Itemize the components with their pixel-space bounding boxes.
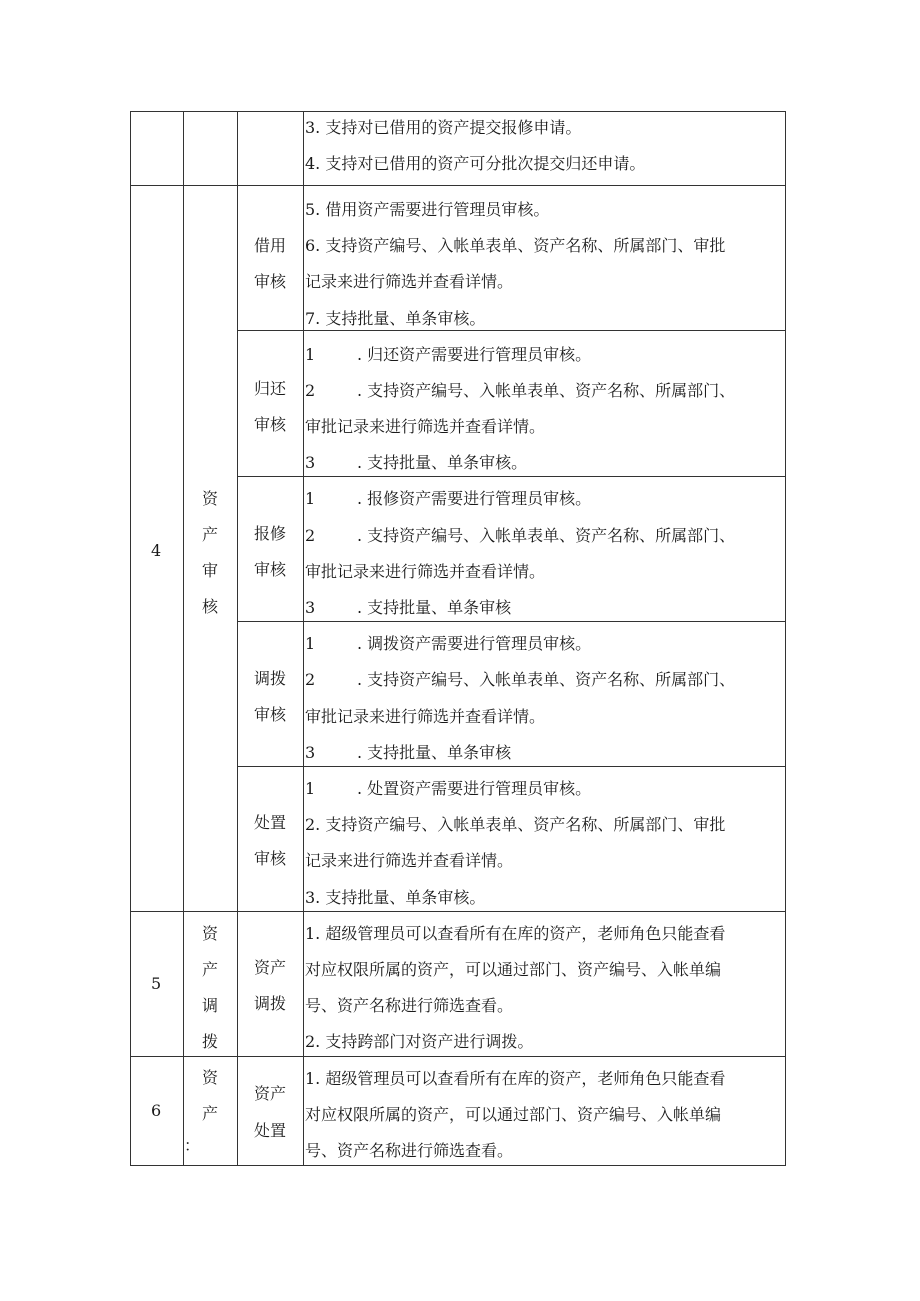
subcategory-label: 审核 [254,849,287,868]
row-number: 5 [151,974,162,993]
subcategory-label: 调拨 [254,669,287,688]
list-number: 2 [305,381,316,400]
requirement-line: 3. 支持批量、单条审核。 [305,888,486,907]
requirement-line: . 支持批量、单条审核。 [357,453,528,472]
list-number: 1 [305,779,316,798]
requirement-line: . 支持资产编号、入帐单表单、资产名称、所属部门、 [357,526,736,545]
list-number: 2 [305,526,316,545]
requirement-line: . 归还资产需要进行管理员审核。 [357,345,592,364]
subcategory-label: 审核 [254,272,287,291]
table-border-left [130,111,131,1166]
category-char: 调 [202,996,219,1015]
subcategory-label: 处置 [254,813,287,832]
requirement-line: 5. 借用资产需要进行管理员审核。 [305,200,550,219]
requirement-line: . 支持批量、单条审核 [357,743,512,762]
category-char: 拨 [202,1032,219,1051]
list-number: 2 [305,670,316,689]
subrow-divider [237,476,786,477]
requirement-line: . 调拨资产需要进行管理员审核。 [357,634,592,653]
requirement-line: 号、资产名称进行筛选查看。 [305,1141,514,1160]
subcategory-label: 审核 [254,705,287,724]
requirement-line: 4. 支持对已借用的资产可分批次提交归还申请。 [305,154,646,173]
table-border-right [785,111,786,1166]
requirement-line: . 支持资产编号、入帐单表单、资产名称、所属部门、 [357,670,736,689]
row-number: 4 [151,541,162,560]
category-char: ： [184,1136,201,1155]
category-char: 产 [202,1104,219,1123]
requirement-line: 对应权限所属的资产，可以通过部门、资产编号、入帐单编 [305,1105,722,1124]
subcategory-label: 资产 [254,1084,287,1103]
requirement-line: . 报修资产需要进行管理员审核。 [357,489,592,508]
requirement-line: 审批记录来进行筛选并查看详情。 [305,707,546,726]
table-border-top [130,111,786,112]
subcategory-label: 资产 [254,958,287,977]
row-divider [130,1056,786,1057]
list-number: 3 [305,453,316,472]
column-divider [303,111,304,1166]
row-divider [130,185,786,186]
row-number: 6 [151,1101,162,1120]
list-number: 3 [305,598,316,617]
requirement-line: . 支持资产编号、入帐单表单、资产名称、所属部门、 [357,381,736,400]
list-number: 1 [305,489,316,508]
list-number: 1 [305,634,316,653]
requirement-line: 审批记录来进行筛选并查看详情。 [305,562,546,581]
category-char: 产 [202,525,219,544]
requirement-line: 号、资产名称进行筛选查看。 [305,996,514,1015]
requirement-line: 6. 支持资产编号、入帐单表单、资产名称、所属部门、审批 [305,236,726,255]
requirement-line: . 处置资产需要进行管理员审核。 [357,779,592,798]
list-number: 1 [305,345,316,364]
requirement-line: 1. 超级管理员可以查看所有在库的资产，老师角色只能查看 [305,1069,726,1088]
category-char: 产 [202,960,219,979]
subcategory-label: 处置 [254,1121,287,1140]
category-char: 资 [202,924,219,943]
requirement-line: 记录来进行筛选并查看详情。 [305,851,514,870]
requirement-line: 记录来进行筛选并查看详情。 [305,272,514,291]
requirement-line: 2. 支持跨部门对资产进行调拨。 [305,1032,534,1051]
requirement-line: 2. 支持资产编号、入帐单表单、资产名称、所属部门、审批 [305,815,726,834]
subcategory-label: 归还 [254,379,287,398]
category-char: 审 [202,561,219,580]
subrow-divider [237,330,786,331]
row-divider [130,911,786,912]
list-number: 3 [305,743,316,762]
subcategory-label: 借用 [254,236,287,255]
category-char: 核 [202,597,219,616]
requirement-line: 3. 支持对已借用的资产提交报修申请。 [305,118,582,137]
requirement-line: 1. 超级管理员可以查看所有在库的资产，老师角色只能查看 [305,924,726,943]
column-divider [237,111,238,1166]
table-border-bottom [130,1165,786,1166]
requirement-line: 对应权限所属的资产，可以通过部门、资产编号、入帐单编 [305,960,722,979]
subcategory-label: 报修 [254,524,287,543]
subrow-divider [237,621,786,622]
category-char: 资 [202,489,219,508]
subcategory-label: 审核 [254,560,287,579]
subrow-divider [237,766,786,767]
subcategory-label: 调拨 [254,994,287,1013]
requirement-line: 7. 支持批量、单条审核。 [305,309,486,328]
column-divider [183,111,184,1166]
category-char: 资 [202,1068,219,1087]
subcategory-label: 审核 [254,415,287,434]
requirement-line: 审批记录来进行筛选并查看详情。 [305,417,546,436]
requirement-line: . 支持批量、单条审核 [357,598,512,617]
